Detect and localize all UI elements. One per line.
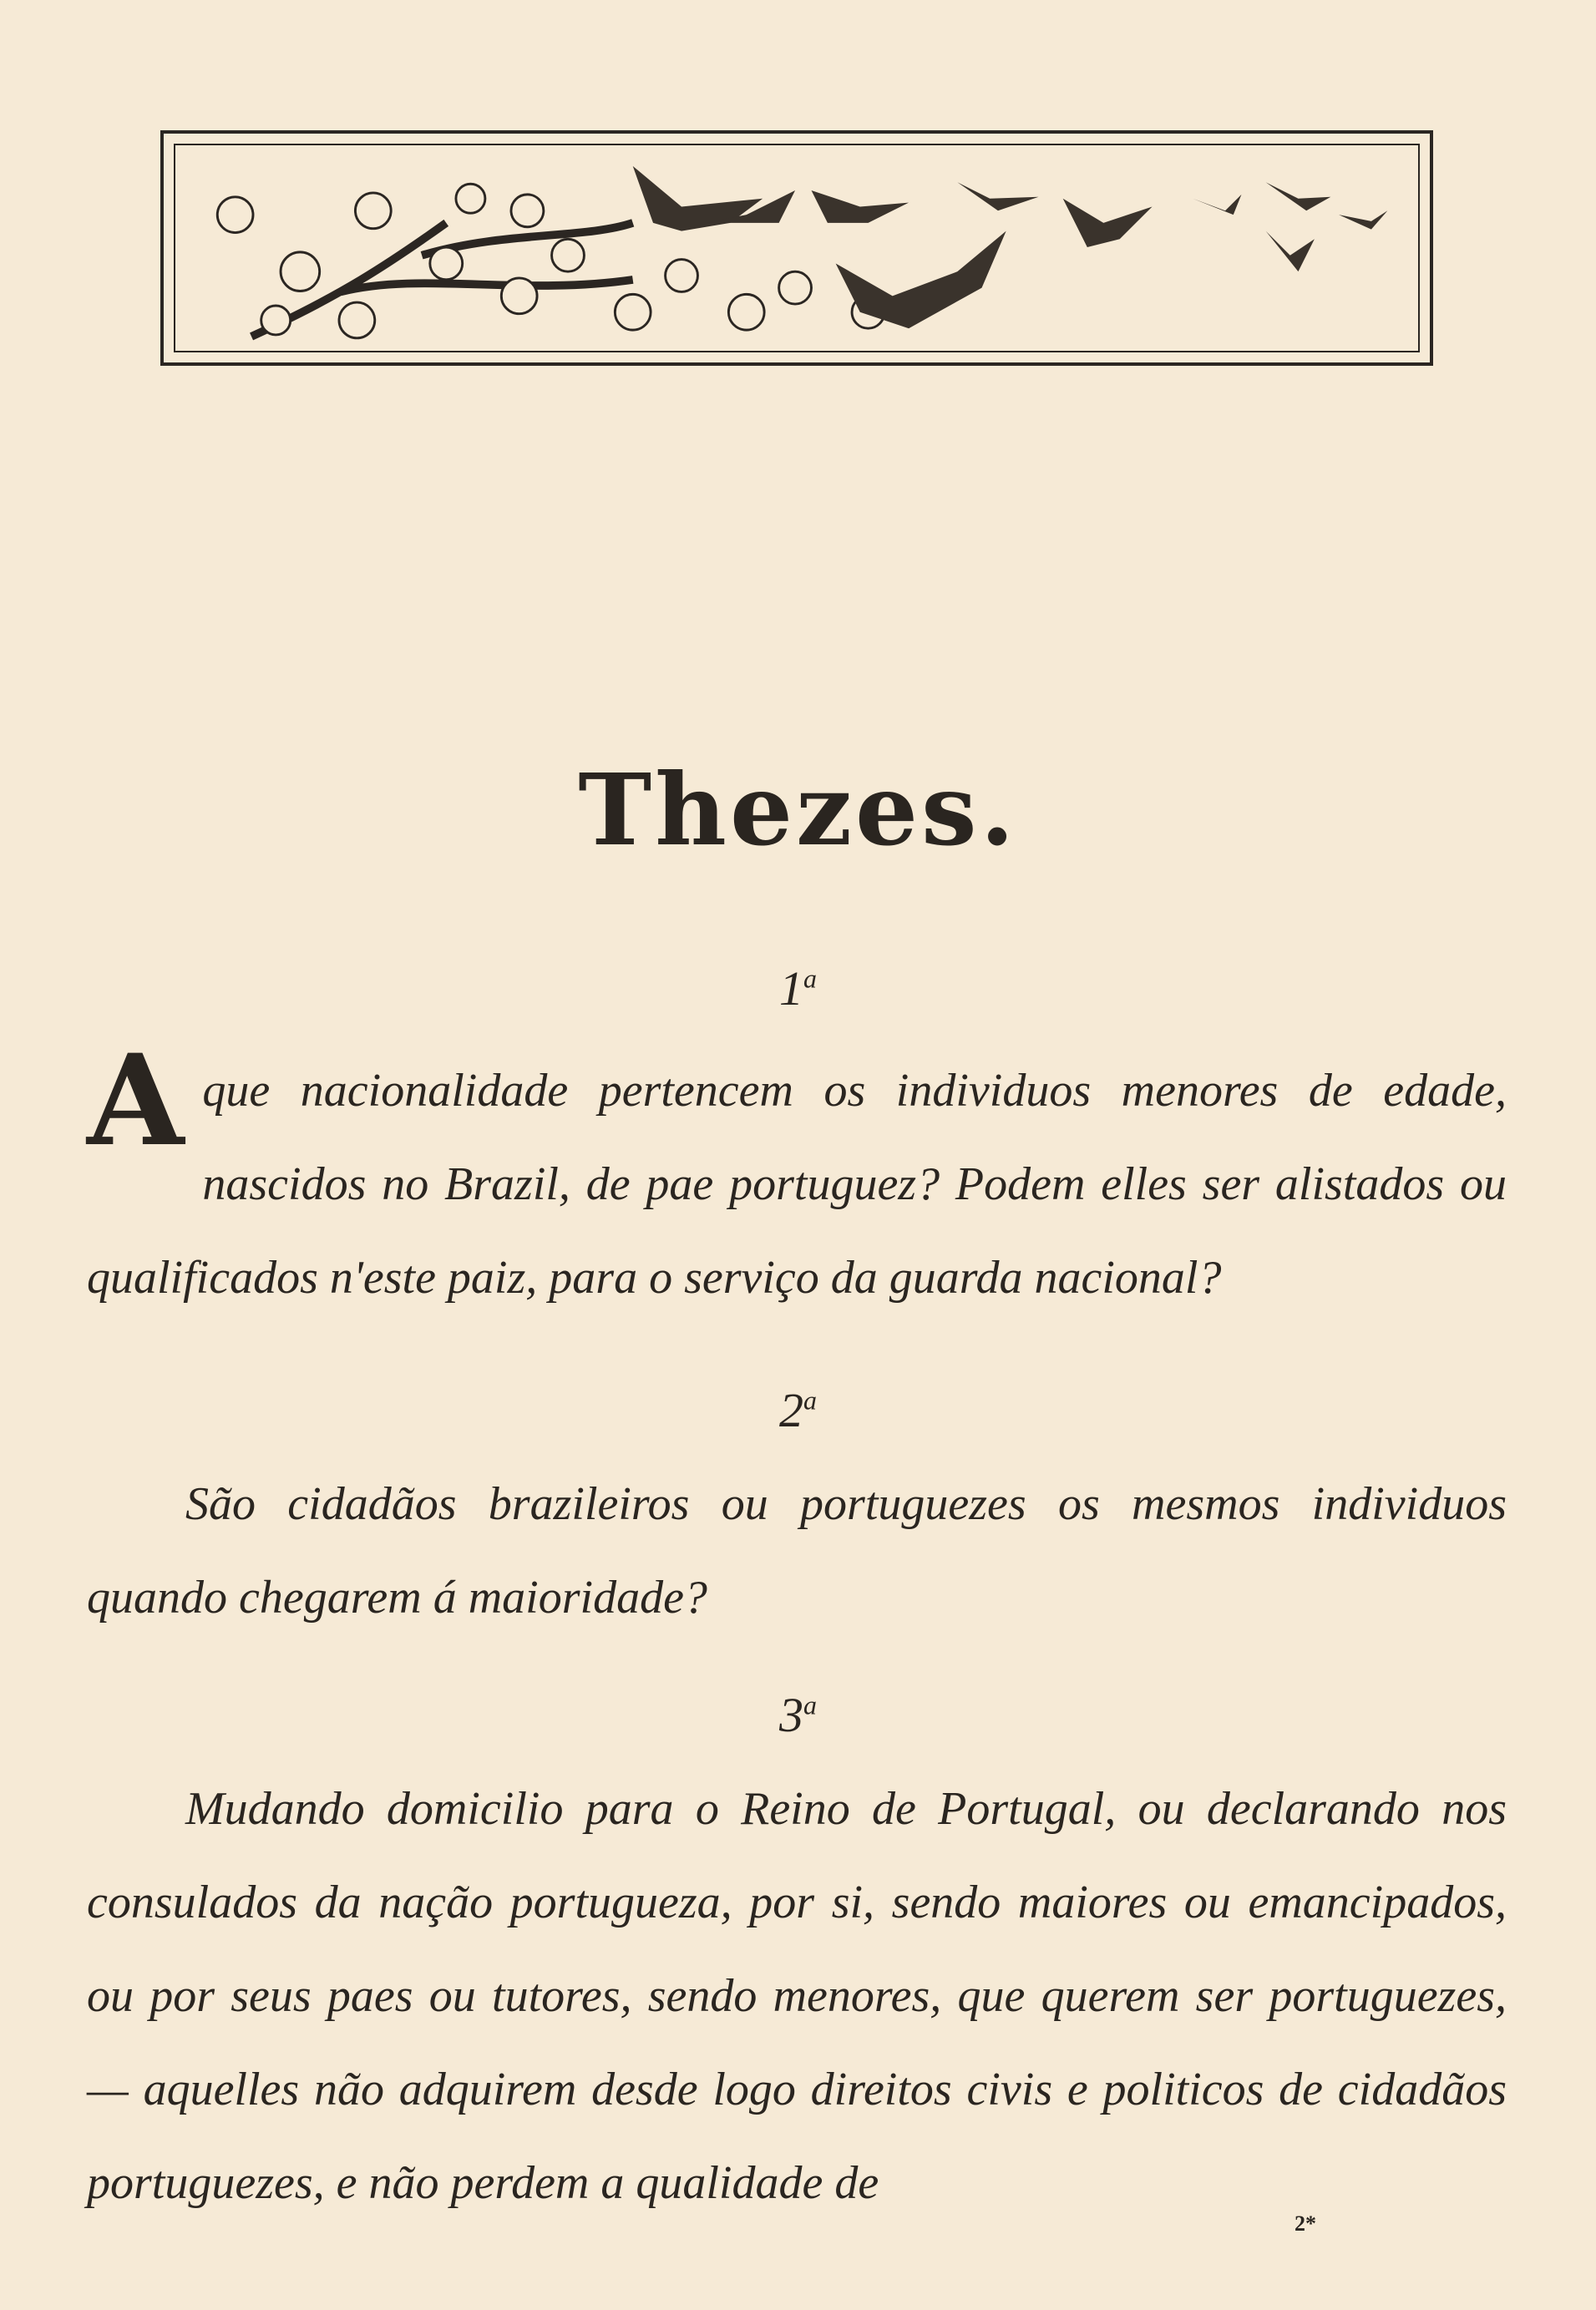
thesis-paragraph-3 — [87, 1762, 1507, 2230]
thesis-number-1-value: 1 — [779, 961, 803, 1016]
thesis-number-1-suffix: a — [803, 963, 817, 994]
thesis-paragraph-1 — [87, 1027, 1507, 1325]
thesis-number-1 — [0, 960, 1596, 1016]
thesis-text-3: Mudando domicilio para o Reino de Portugal, ou declarando nos consulados da nação portugueza, por si, sendo maiores ou emancipados, ou por seus paes ou tutores, sendo menores, que querem ser portuguezes, — aquelles não adquirem desde logo direitos civis e politicos de cidadãos portuguezes, e não perdem a qualidade de — [87, 1783, 1507, 2209]
page-title: Thezes. — [578, 752, 1018, 868]
thesis-paragraph-2 — [87, 1457, 1507, 1644]
thesis-number-2-suffix: a — [803, 1385, 817, 1416]
thesis-number-2 — [0, 1382, 1596, 1438]
thesis-text-1: que nacionalidade pertencem os individuos menores de edade, nascidos no Brazil, de pae portuguez? Podem elles ser alistados ou qualificados n'este paiz, para o serviço da guarda nacional? — [87, 1065, 1507, 1304]
ornamental-header-banner — [160, 130, 1433, 366]
thesis-number-3 — [0, 1687, 1596, 1743]
ornate-dropcap: A — [87, 1027, 185, 1174]
thesis-number-3-value: 3 — [779, 1688, 803, 1742]
thesis-number-3-suffix: a — [803, 1689, 817, 1720]
thesis-number-2-value: 2 — [779, 1383, 803, 1437]
thesis-text-2: São cidadãos brazileiros ou portuguezes os mesmos individuos quando chegarem á maioridade? — [87, 1478, 1507, 1624]
signature-mark: 2* — [1295, 2211, 1316, 2236]
birds-and-blossoms-illustration — [164, 134, 1430, 362]
